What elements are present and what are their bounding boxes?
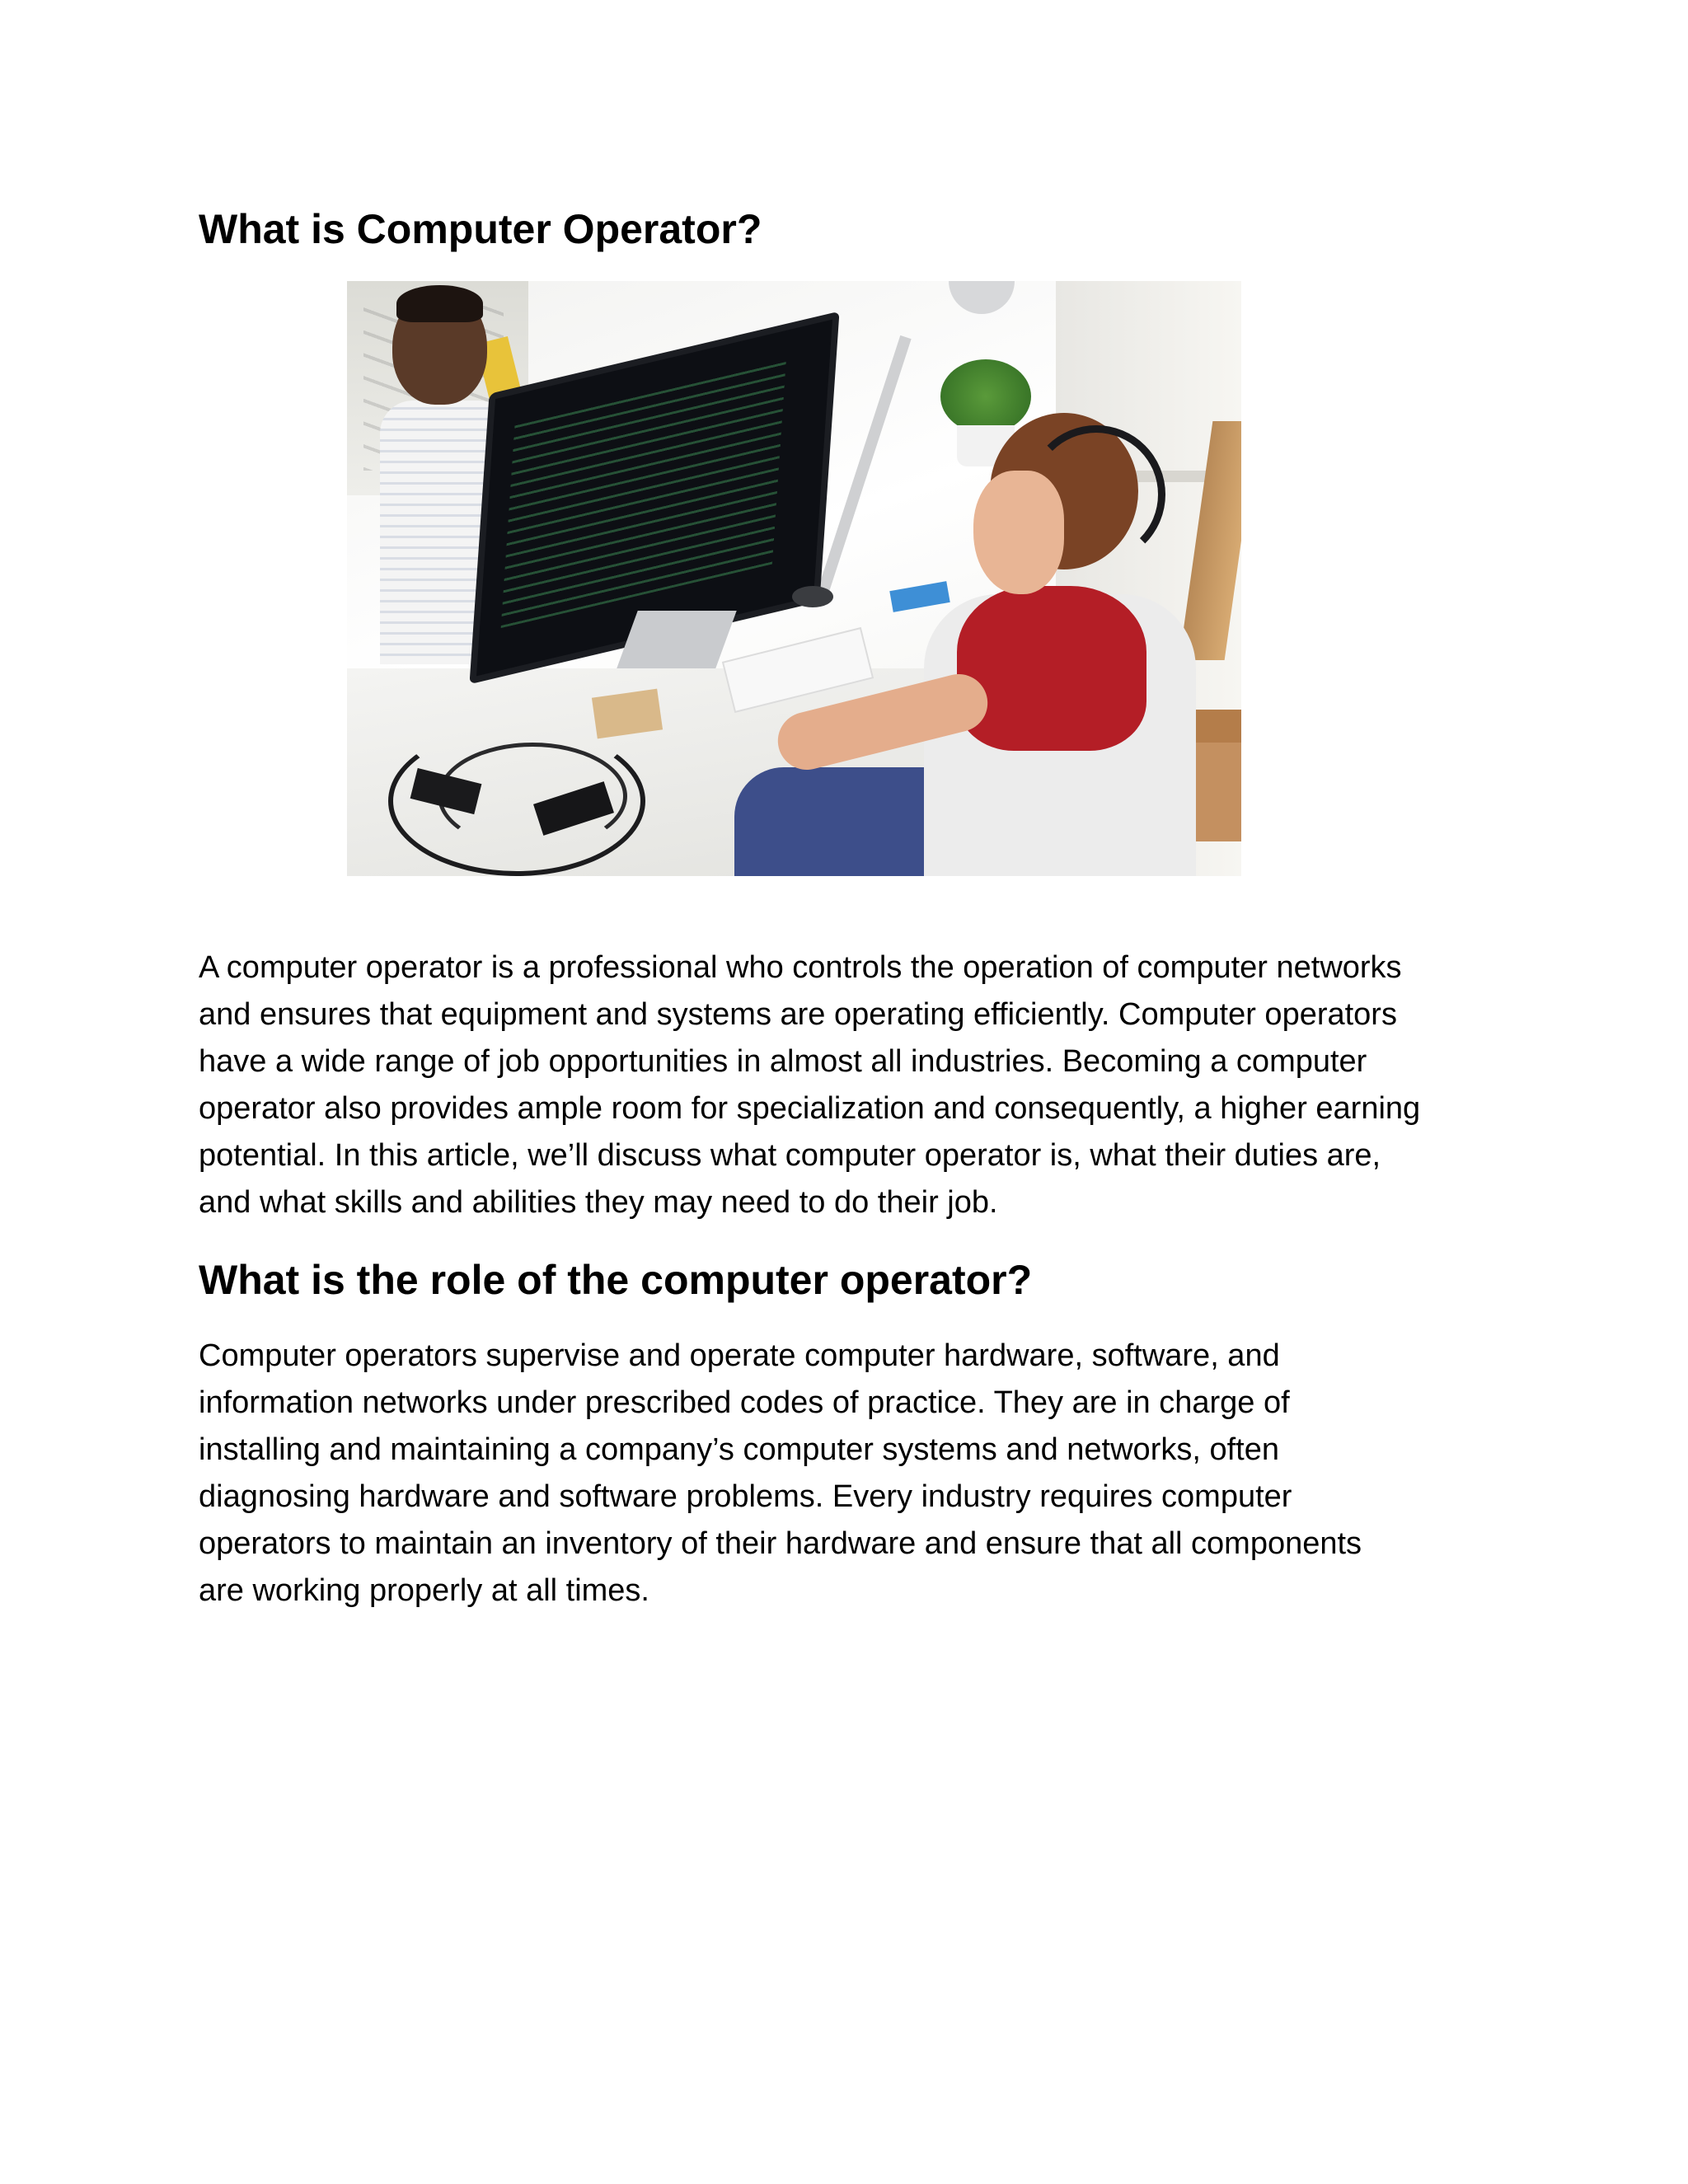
article-title: What is Computer Operator?: [199, 206, 762, 252]
role-paragraph: [199, 1333, 1362, 1615]
text-line: A computer operator is a professional who controls the operation of computer networks: [199, 950, 1402, 985]
text-line: are working properly at all times.: [199, 1573, 649, 1608]
monitor-stand: [617, 611, 736, 668]
text-line: have a wide range of job opportunities in almost all industries. Becoming a computer: [199, 1044, 1367, 1079]
desk-lamp-head: [949, 281, 1015, 314]
phone: [889, 581, 950, 612]
text-line: operator also provides ample room for specialization and consequently, a higher earning: [199, 1091, 1421, 1126]
text-line: information networks under prescribed codes of practice. They are in charge of: [199, 1385, 1290, 1420]
headset-icon: [1027, 425, 1165, 564]
section-heading: What is the role of the computer operator?: [199, 1257, 1033, 1303]
text-line: Computer operators supervise and operate computer hardware, software, and: [199, 1338, 1280, 1373]
text-line: and what skills and abilities they may need to do their job.: [199, 1185, 998, 1220]
text-line: diagnosing hardware and software problems. Every industry requires computer: [199, 1479, 1292, 1514]
mouse: [792, 586, 833, 607]
colleague-hair: [396, 285, 483, 322]
intro-paragraph: [199, 944, 1420, 1226]
plant: [940, 359, 1031, 434]
text-line: and ensures that equipment and systems are operating efficiently. Computer operators: [199, 997, 1397, 1032]
text-line: operators to maintain an inventory of their hardware and ensure that all components: [199, 1526, 1362, 1561]
red-sweater: [957, 586, 1146, 751]
text-line: potential. In this article, we’ll discuss what computer operator is, what their duties are,: [199, 1138, 1381, 1173]
computer-operator-photo: [347, 281, 1241, 876]
text-line: installing and maintaining a company’s computer systems and networks, often: [199, 1432, 1279, 1467]
